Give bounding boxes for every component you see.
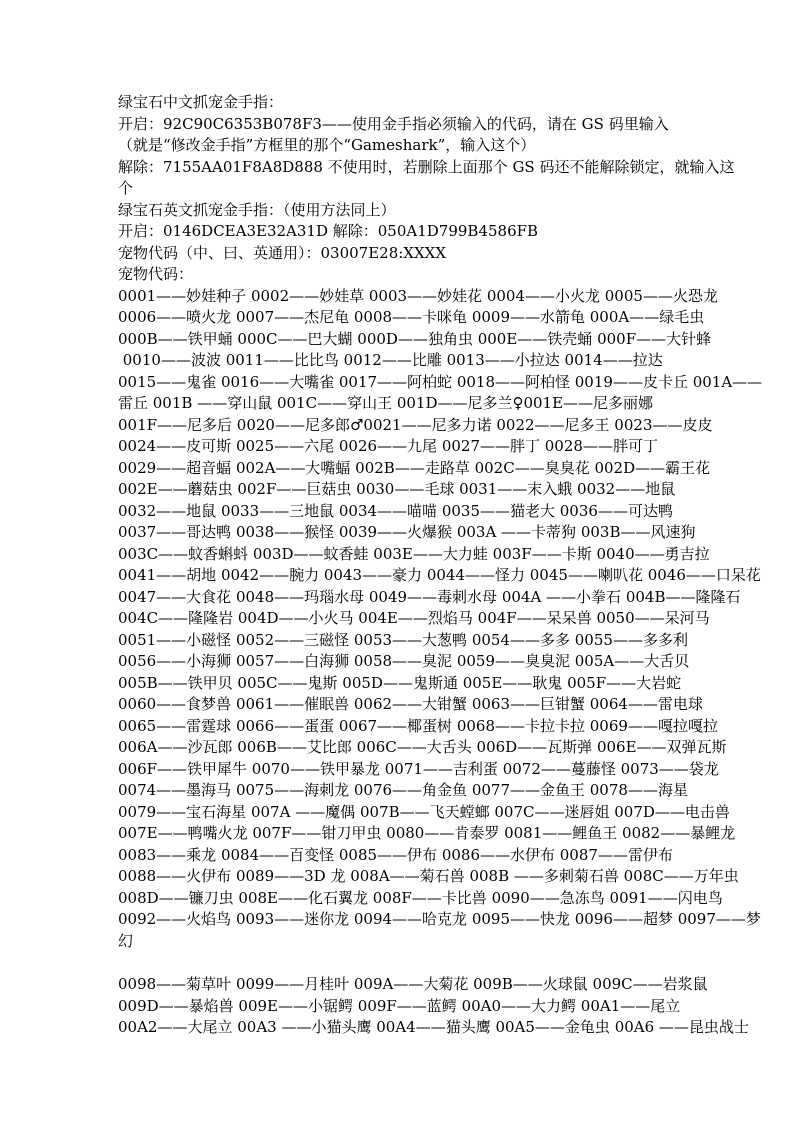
text-line: 0047——大食花 0048——玛瑙水母 0049——毒刺水母 004A ——小拳石 004B——隆隆石 — [118, 587, 741, 606]
text-line: 个 — [118, 179, 134, 197]
text-line: 0029——超音蝠 002A——大嘴蝠 002B——走路草 002C——臭臭花 002D——霸王花 — [118, 458, 711, 477]
intro-section — [118, 92, 738, 286]
text-line: 0006——喷火龙 0007——杰尼龟 0008——卡咪龟 0009——水箭龟 000A——绿毛虫 — [118, 308, 705, 326]
text-line: 009D——暴焰兽 009E——小锯鳄 009F——蓝鳄 00A0——大力鳄 00A1——尾立 — [118, 996, 681, 1015]
text-line: 0001——妙娃种子 0002——妙娃草 0003——妙娃花 0004——小火龙 0005——火恐龙 — [118, 286, 718, 305]
text-line: 0079——宝石海星 007A ——魔偶 007B——飞天螳螂 007C——迷唇姐 007D——电击兽 — [118, 802, 730, 821]
text-line: 0032——地鼠 0033——三地鼠 0034——喵喵 0035——猫老大 0036——可达鸭 — [118, 501, 673, 520]
text-line: 解除：7155AA01F8A8D888 不使用时，若删除上面那个 GS 码还不能解除锁定，就输入这 — [118, 157, 735, 176]
text-line: 开启：0146DCEA3E32A31D 解除：050A1D799B4586FB — [118, 222, 539, 240]
text-line: 005B——铁甲贝 005C——鬼斯 005D——鬼斯通 005E——耿鬼 005F——大岩蛇 — [118, 673, 682, 692]
text-line: 绿宝石中文抓宠金手指： — [118, 93, 284, 111]
text-line: 0037——哥达鸭 0038——猴怪 0039——火爆猴 003A ——卡蒂狗 003B——风速狗 — [118, 523, 696, 541]
text-line: 绿宝石英文抓宠金手指：（使用方法同上） — [118, 200, 396, 219]
text-line: 宠物代码： — [118, 265, 194, 283]
text-line: 006F——铁甲犀牛 0070——铁甲暴龙 0071——吉利蛋 0072——蔓藤怪 0073——袋龙 — [118, 759, 719, 778]
pet-codes-section-1 — [118, 286, 763, 953]
text-line: 开启：92C90C6353B078F3——使用金手指必须输入的代码，请在 GS 码里输入 — [118, 114, 669, 133]
text-line: 0060——食梦兽 0061——催眠兽 0062——大钳蟹 0063——巨钳蟹 0064——雷电球 — [118, 695, 703, 713]
text-line: 002E——蘑菇虫 002F——巨菇虫 0030——毛球 0031——末入蛾 0032——地鼠 — [118, 480, 676, 498]
text-line: 幻 — [118, 931, 134, 950]
text-line: 007E——鸭嘴火龙 007F——钳刀甲虫 0080——肯泰罗 0081——鲤鱼王 0082——暴鲤龙 — [118, 824, 736, 842]
text-line: 008D——镰刀虫 008E——化石翼龙 008F——卡比兽 0090——急冻鸟 0091——闪电鸟 — [118, 888, 723, 907]
text-line: （就是“修改金手指”方框里的那个“Gameshark”，输入这个） — [118, 136, 536, 154]
text-line: 0065——雷霆球 0066——蛋蛋 0067——椰蛋树 0068——卡拉卡拉 0069——嘎拉嘎拉 — [118, 716, 718, 735]
text-line: 0098——菊草叶 0099——月桂叶 009A——大菊花 009B——火球鼠 009C——岩浆鼠 — [118, 975, 708, 993]
text-line: 0056——小海狮 0057——白海狮 0058——臭泥 0059——臭臭泥 005A——大舌贝 — [118, 652, 690, 670]
text-line: 0015——鬼雀 0016——大嘴雀 0017——阿柏蛇 0018——阿柏怪 0019——皮卡丘 001A—— — [118, 372, 763, 391]
text-line: 006A——沙瓦郎 006B——艾比郎 006C——大舌头 006D——瓦斯弹 006E——双弹瓦斯 — [118, 738, 727, 756]
text-line: 0083——乘龙 0084——百变怪 0085——伊布 0086——水伊布 0087——雷伊布 — [118, 845, 673, 864]
document-page — [118, 92, 763, 1039]
text-line: 0051——小磁怪 0052——三磁怪 0053——大葱鸭 0054——多多 0055——多多利 — [118, 630, 688, 649]
text-line: 宠物代码（中、曰、英通用）：03007E28:XXXX — [118, 243, 447, 262]
text-line: 0074——墨海马 0075——海刺龙 0076——角金鱼 0077——金鱼王 0078——海星 — [118, 781, 688, 799]
text-line: 00A2——大尾立 00A3 ——小猫头鹰 00A4——猫头鹰 00A5——金龟虫 00A6 ——昆虫战士 — [118, 1018, 749, 1036]
text-line: 0024——皮可斯 0025——六尾 0026——九尾 0027——胖丁 0028——胖可丁 — [118, 437, 658, 455]
pet-codes-section-2 — [118, 974, 749, 1039]
text-line: 0092——火焰鸟 0093——迷你龙 0094——哈克龙 0095——快龙 0096——超梦 0097——梦 — [118, 910, 761, 928]
text-line: 0088——火伊布 0089——3D 龙 008A——菊石兽 008B ——多刺菊石兽 008C——万年虫 — [118, 867, 739, 885]
text-line: 003C——蚊香蝌蚪 003D——蚊香蛙 003E——大力蛙 003F——卡斯 0040——勇吉拉 — [118, 544, 710, 563]
text-line: 001F——尼多后 0020——尼多郎♂0021——尼多力诺 0022——尼多王 0023——皮皮 — [118, 415, 713, 434]
text-line: 0041——胡地 0042——腕力 0043——豪力 0044——怪力 0045——喇叭花 0046——口呆花 — [118, 566, 761, 584]
text-line: 000B——铁甲蛹 000C——巴大蝴 000D——独角虫 000E——铁壳蛹 000F——大针蜂 — [118, 329, 712, 348]
text-line: 004C——隆隆岩 004D——小火马 004E——烈焰马 004F——呆呆兽 0050——呆河马 — [118, 609, 710, 627]
text-line: 雷丘 001B ——穿山鼠 001C——穿山王 001D——尼多兰♀001E——尼多丽娜 — [118, 394, 654, 412]
text-line: 0010——波波 0011——比比鸟 0012——比雕 0013——小拉达 0014——拉达 — [118, 351, 663, 369]
